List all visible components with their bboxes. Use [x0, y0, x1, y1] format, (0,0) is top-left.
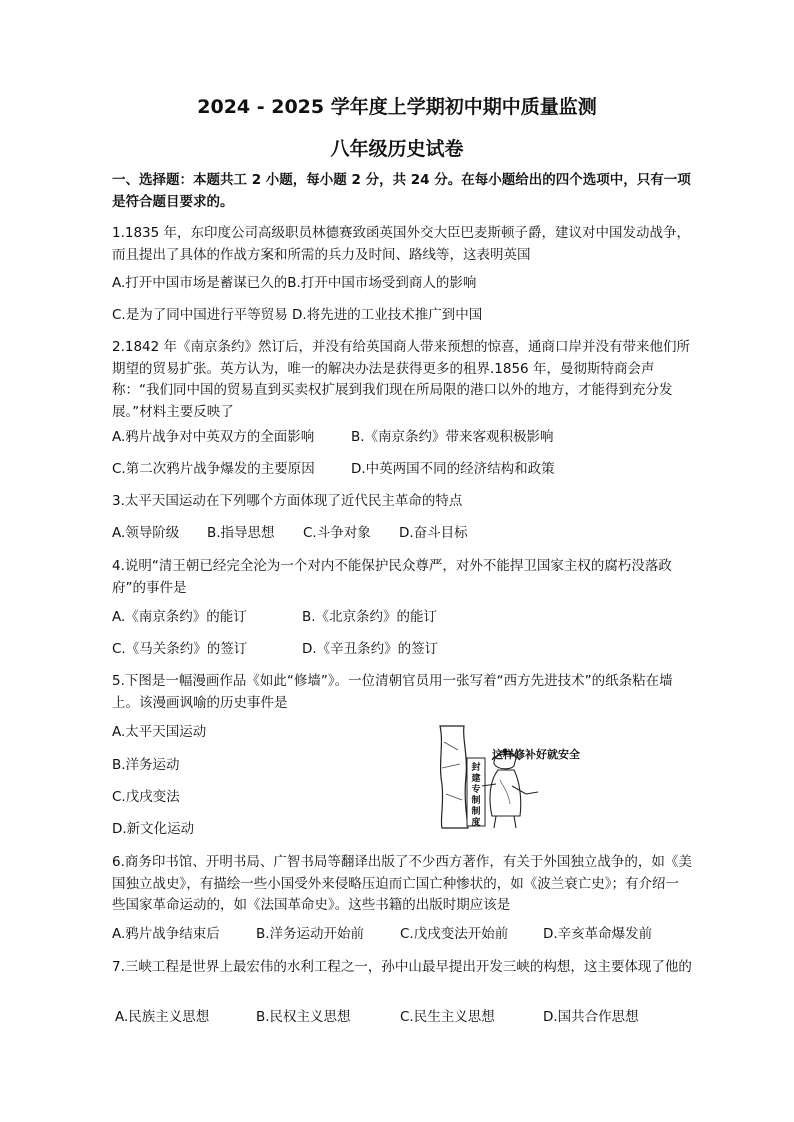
question-3-option-b: B.指导思想 [207, 525, 275, 541]
question-2-stem: 2.1842 年《南京条约》然订后，并没有给英国商人带来预想的惊喜，通商口岸并没有带来他们所期望的贸易扩张。英方认为，唯一的解决办法是获得更多的租界.1856 年，曼彻斯特商会声称：“我们同中国的贸易直到买卖权扩展到我们现在所局限的港口以外的地方，才能得到充分发展。”材料主要反映了 [112, 339, 691, 420]
question-4-stem: 4.说明“清王朝已经完全沦为一个对内不能保护民众尊严，对外不能捍卫国家主权的腐朽没落政府”的事件是 [112, 558, 672, 596]
question-2-option-d: D.中英两国不同的经济结构和政策 [351, 461, 555, 477]
wall-repair-cartoon [434, 724, 634, 830]
question-7-option-a: A.民族主义思想 [115, 1009, 210, 1025]
question-6-option-a: A.鸦片战争结束后 [112, 926, 220, 942]
question-5-stem: 5.下图是一幅漫画作品《如此“修墙”》。一位清朝官员用一张写着“西方先进技术”的纸条粘在墙上。该漫画讽喻的历史事件是 [112, 673, 673, 711]
cartoon-caption: 这样修补好就安全 [492, 748, 580, 761]
question-4-option-d: D.《辛丑条约》的签订 [302, 641, 439, 657]
question-6-stem: 6.商务印书馆、开明书局、广智书局等翻译出版了不少西方著作，有关于外国独立战争的，如《美国独立战史》，有描绘一些小国受外来侵略压迫而亡国亡种惨状的，如《波兰衰亡史》；有介绍一些国家革命运动的，如《法国革命史》。这些书籍的出版时期应该是 [112, 854, 692, 913]
svg-text:专: 专 [471, 785, 481, 795]
exam-title: 2024 - 2025 学年度上学期初中期中质量监测 [197, 96, 597, 118]
question-7-option-d: D.国共合作思想 [543, 1009, 639, 1025]
question-6-option-c: C.戊戌变法开始前 [400, 926, 509, 942]
question-5-option-c: C.戊戌变法 [112, 789, 180, 805]
svg-text:度: 度 [471, 818, 481, 828]
question-5-option-d: D.新文化运动 [112, 821, 195, 837]
svg-text:封: 封 [471, 763, 481, 773]
exam-subtitle: 八年级历史试卷 [330, 138, 464, 160]
question-4-option-c: C.《马关条约》的签订 [112, 641, 248, 657]
question-7-option-c: C.民生主义思想 [400, 1009, 495, 1025]
question-2-option-b: B.《南京条约》带来客观积极影响 [351, 429, 554, 445]
question-6-option-d: D.辛亥革命爆发前 [543, 926, 653, 942]
question-1-stem: 1.1835 年，东印度公司高级职员林德赛致函英国外交大臣巴麦斯顿子爵，建议对中国发动战争，而且提出了具体的作战方案和所需的兵力及时间、路线等，这表明英国 [112, 225, 691, 263]
question-7-stem: 7.三峡工程是世界上最宏伟的水利工程之一，孙中山最早提出开发三峡的构想，这主要体现了他的 [112, 959, 692, 975]
question-2-option-c: C.第二次鸦片战争爆发的主要原因 [112, 461, 315, 477]
question-5-option-a: A.太平天国运动 [112, 724, 207, 740]
question-3-option-d: D.奋斗目标 [399, 525, 468, 541]
question-1-options-line-2: C.是为了同中国进行平等贸易 D.将先进的工业技术推广到中国 [112, 307, 483, 323]
question-2-option-a: A.鸦片战争对中英双方的全面影响 [112, 429, 315, 445]
svg-text:制: 制 [471, 796, 481, 806]
question-1-options-line-1: A.打开中国市场是蓄谋已久的B.打开中国市场受到商人的影响 [112, 275, 477, 291]
section-heading: 一、选择题：本题共工 2 小题，每小题 2 分，共 24 分。在每小题给出的四个选项中，只有一项是符合题目要求的。 [112, 172, 691, 210]
question-6-option-b: B.洋务运动开始前 [256, 926, 365, 942]
question-7-option-b: B.民权主义思想 [256, 1009, 351, 1025]
question-4-option-a: A.《南京条约》的能订 [112, 609, 247, 625]
cartoon-drawing [434, 724, 634, 830]
svg-text:制: 制 [471, 807, 481, 817]
question-3-option-a: A.领导阶级 [112, 525, 180, 541]
svg-text:建: 建 [471, 774, 481, 784]
question-3-option-c: C.斗争对象 [303, 525, 371, 541]
question-5-option-b: B.洋务运动 [112, 757, 180, 773]
question-4-option-b: B.《北京条约》的能订 [302, 609, 438, 625]
question-3-stem: 3.太平天国运动在下列哪个方面体现了近代民主革命的特点 [112, 493, 463, 509]
